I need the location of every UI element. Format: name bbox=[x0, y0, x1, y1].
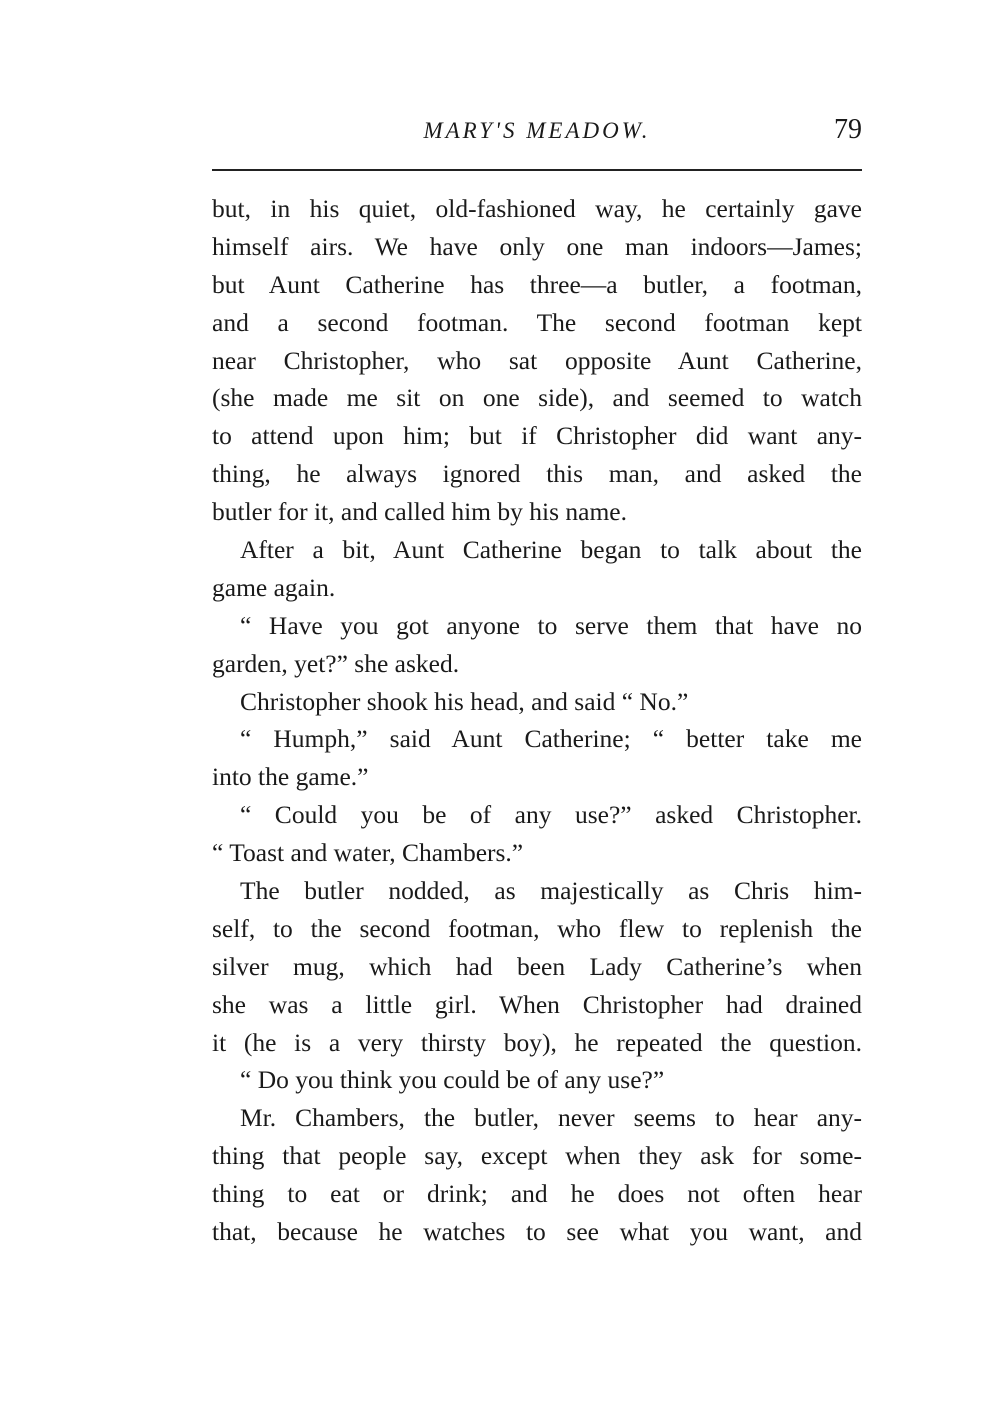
text-line: “ Have you got anyone to serve them that have no bbox=[240, 610, 862, 640]
text-line: Christopher shook his head, and said “ No.” bbox=[240, 686, 689, 716]
text-line: “ Could you be of any use?” asked Christopher. bbox=[240, 800, 862, 830]
page-number: 79 bbox=[834, 114, 862, 145]
text-line: silver mug, which had been Lady Catherine’s when bbox=[212, 951, 862, 981]
running-header bbox=[212, 112, 862, 152]
text-line: Mr. Chambers, the butler, never seems to hear any- bbox=[240, 1103, 862, 1133]
text-line: but, in his quiet, old-fashioned way, he certainly gave bbox=[212, 194, 862, 223]
text-line: and a second footman. The second footman kept bbox=[212, 307, 862, 337]
text-line: it (he is a very thirsty boy), he repeated the question. bbox=[212, 1027, 862, 1057]
text-line: (she made me sit on one side), and seemed to watch bbox=[212, 383, 862, 413]
text-line: “ Do you think you could be of any use?” bbox=[240, 1065, 665, 1095]
running-title: MARY'S MEADOW. bbox=[423, 118, 651, 143]
text-line: near Christopher, who sat opposite Aunt Catherine, bbox=[212, 345, 862, 375]
text-line: thing that people say, except when they ask for some- bbox=[212, 1141, 862, 1171]
text-line: himself airs. We have only one man indoors—James; bbox=[212, 231, 862, 261]
text-line: she was a little girl. When Christopher had drained bbox=[212, 989, 862, 1019]
text-line: “ Toast and water, Chambers.” bbox=[212, 838, 524, 868]
text-line: “ Humph,” said Aunt Catherine; “ better take me bbox=[240, 724, 862, 754]
text-line: thing to eat or drink; and he does not often hear bbox=[212, 1179, 862, 1209]
text-line: game again. bbox=[212, 572, 336, 602]
text-line: The butler nodded, as majestically as Chris him- bbox=[240, 876, 862, 906]
text-line: into the game.” bbox=[212, 762, 369, 792]
text-line: thing, he always ignored this man, and asked the bbox=[212, 459, 862, 489]
text-line: that, because he watches to see what you want, and bbox=[212, 1217, 862, 1247]
text-line: self, to the second footman, who flew to replenish the bbox=[212, 913, 862, 943]
text-line: butler for it, and called him by his name. bbox=[212, 497, 627, 527]
header-rule bbox=[212, 169, 862, 171]
text-line: but Aunt Catherine has three—a butler, a footman, bbox=[212, 269, 862, 299]
text-line: garden, yet?” she asked. bbox=[212, 648, 460, 678]
text-line: to attend upon him; but if Christopher did want any- bbox=[212, 421, 862, 451]
text-line: After a bit, Aunt Catherine began to talk about the bbox=[240, 535, 862, 565]
body-text bbox=[212, 190, 862, 1251]
